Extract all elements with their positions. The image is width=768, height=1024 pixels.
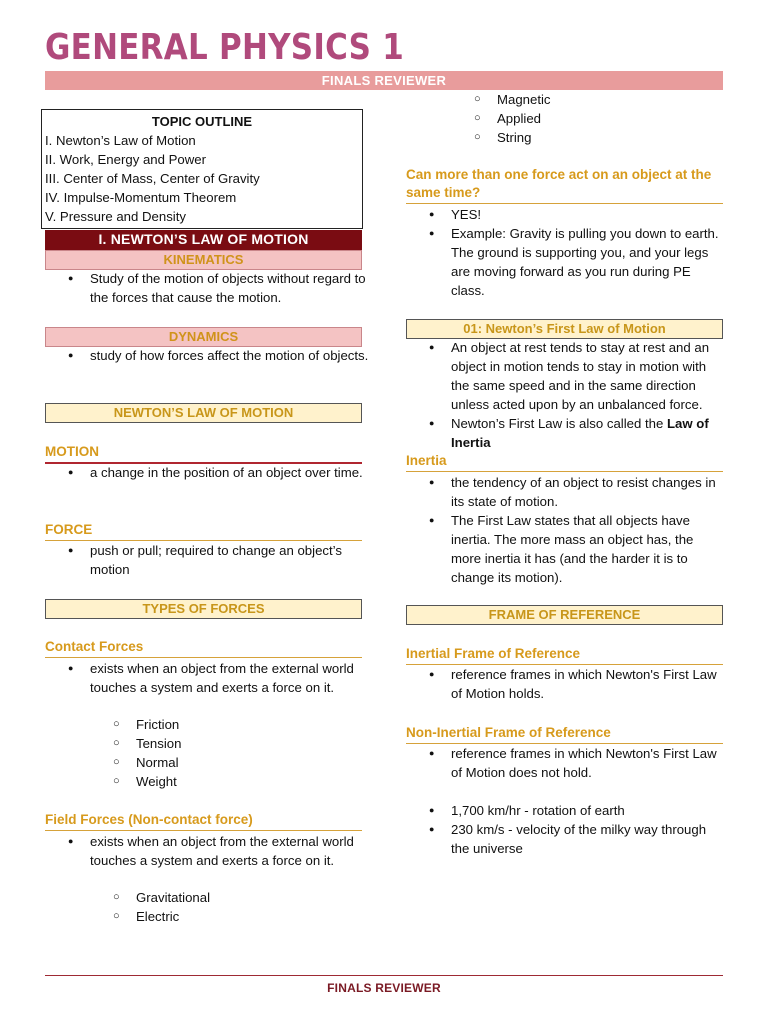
- field-forces-sublist: [45, 888, 345, 926]
- list-item: ● An object at rest tends to stay at rest and an object in motion tends to stay in motion with the same speed and in the same direction unless acted upon by an unbalanced force.: [406, 338, 726, 414]
- inertial-frame-list: [406, 665, 724, 703]
- list-item: ● push or pull; required to change an object’s motion: [45, 541, 375, 579]
- list-item: ● study of how forces affect the motion of objects.: [45, 346, 375, 365]
- field-forces-sublist-continued: [406, 90, 706, 147]
- list-item: ● a change in the position of an object over time.: [45, 463, 375, 482]
- speed-facts-list: [406, 801, 724, 858]
- outline-item: I. Newton’s Law of Motion: [45, 133, 196, 148]
- footer-label: FINALS REVIEWER: [327, 981, 441, 995]
- newtons-law-header: NEWTON’S LAW OF MOTION: [45, 403, 362, 423]
- list-item: ● reference frames in which Newton's First Law of Motion does not hold.: [406, 744, 724, 782]
- list-item: ● reference frames in which Newton's First Law of Motion holds.: [406, 665, 724, 703]
- list-item: ○ String: [406, 128, 706, 147]
- multiple-forces-list: [406, 205, 724, 300]
- contact-forces-subheading: Contact Forces: [45, 637, 362, 658]
- subtitle-bar: FINALS REVIEWER: [45, 71, 723, 90]
- list-item: ● 230 km/s - velocity of the milky way through the universe: [406, 820, 724, 858]
- list-item: ● 1,700 km/hr - rotation of earth: [406, 801, 724, 820]
- non-inertial-frame-subheading: Non-Inertial Frame of Reference: [406, 723, 723, 744]
- motion-list: [45, 463, 375, 482]
- contact-forces-list: [45, 659, 370, 697]
- list-item: ○ Weight: [45, 772, 345, 791]
- footer-divider: [45, 975, 723, 976]
- list-item: ● Example: Gravity is pulling you down to earth. The ground is supporting you, and your legs are moving forward as you run during PE class.: [406, 224, 724, 300]
- list-item: ● YES!: [406, 205, 724, 224]
- field-forces-subheading: Field Forces (Non-contact force): [45, 810, 362, 831]
- list-item: ● exists when an object from the external world touches a system and exerts a force on it.: [45, 832, 370, 870]
- multiple-forces-question: Can more than one force act on an object at the same time?: [406, 166, 723, 204]
- list-item: ○ Tension: [45, 734, 345, 753]
- first-law-header: 01: Newton’s First Law of Motion: [406, 319, 723, 339]
- kinematics-header: KINEMATICS: [45, 250, 362, 270]
- force-list: [45, 541, 375, 579]
- force-subheading: FORCE: [45, 520, 362, 541]
- field-forces-list: [45, 832, 370, 870]
- first-law-alias-text: Newton’s First Law is also called the: [451, 416, 667, 431]
- topic-outline-box: [41, 109, 363, 229]
- inertia-subheading: Inertia: [406, 451, 723, 472]
- contact-forces-sublist: [45, 715, 345, 791]
- dynamics-header: DYNAMICS: [45, 327, 362, 347]
- list-item: ○ Gravitational: [45, 888, 345, 907]
- topic-outline-heading: TOPIC OUTLINE: [151, 114, 253, 129]
- outline-item: V. Pressure and Density: [45, 209, 186, 224]
- section-title-newtons-law: I. NEWTON’S LAW OF MOTION: [45, 230, 362, 250]
- types-of-forces-header: TYPES OF FORCES: [45, 599, 362, 619]
- list-item: ● the tendency of an object to resist changes in its state of motion.: [406, 473, 724, 511]
- list-item: ○ Applied: [406, 109, 706, 128]
- frame-of-reference-header: FRAME OF REFERENCE: [406, 605, 723, 625]
- outline-item: II. Work, Energy and Power: [45, 152, 207, 167]
- outline-item: III. Center of Mass, Center of Gravity: [45, 171, 260, 186]
- list-item: ○ Friction: [45, 715, 345, 734]
- law-of-inertia-term: Law of Inertia: [451, 416, 709, 450]
- list-item: ○ Normal: [45, 753, 345, 772]
- list-item: ● exists when an object from the external world touches a system and exerts a force on it.: [45, 659, 370, 697]
- motion-subheading: MOTION: [45, 442, 362, 464]
- list-item: ○ Electric: [45, 907, 345, 926]
- list-item: ● Study of the motion of objects without regard to the forces that cause the motion.: [45, 269, 375, 307]
- dynamics-list: [45, 346, 375, 365]
- list-item: [406, 414, 726, 452]
- list-item: ○ Magnetic: [406, 90, 706, 109]
- list-item: ● The First Law states that all objects have inertia. The more mass an object has, the more inertia it has (and the harder it is to change its motion).: [406, 511, 724, 587]
- non-inertial-frame-list: [406, 744, 724, 782]
- inertial-frame-subheading: Inertial Frame of Reference: [406, 644, 723, 665]
- outline-item: IV. Impulse-Momentum Theorem: [45, 190, 237, 205]
- kinematics-list: [45, 269, 375, 307]
- first-law-list: [406, 338, 726, 452]
- inertia-list: [406, 473, 724, 587]
- page-title: GENERAL PHYSICS 1: [45, 27, 405, 68]
